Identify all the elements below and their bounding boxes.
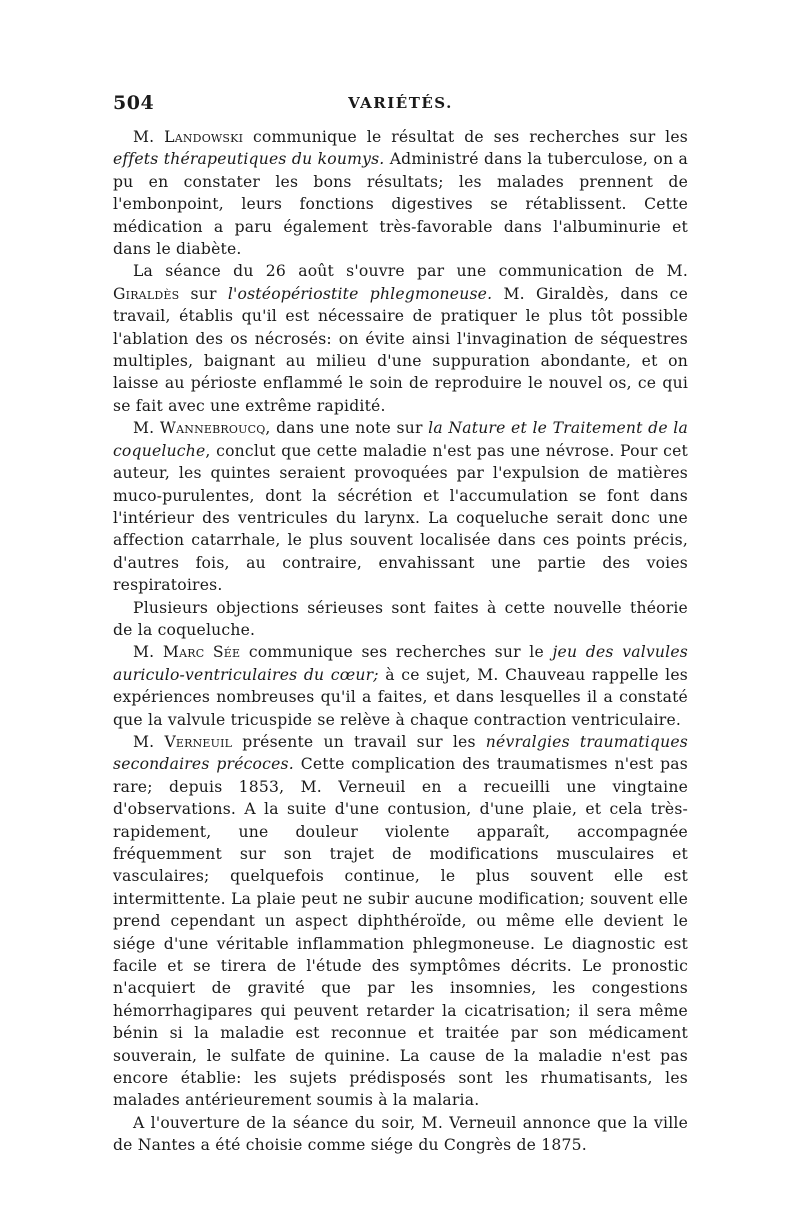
text-segment: , dans une note sur (265, 419, 429, 438)
text-segment: sur (179, 284, 228, 303)
text-segment: Plusieurs objections sérieuses sont faites à cette nouvelle théorie de la coqueluche. (113, 598, 688, 639)
work-title: névralgies traumatiques secondaires précoces. (113, 732, 688, 774)
text-segment: M. (133, 128, 165, 146)
paragraph-landowski (113, 126, 688, 260)
page-number: 504 (113, 92, 155, 114)
author-name: Giraldès (113, 284, 180, 303)
work-title: effets thérapeutiques du koumys. (113, 150, 385, 169)
text-segment: Cette complication des traumatismes n'est pas rare; depuis 1853, M. Verneuil en a recueilli une vingtaine d'observations. A la suite d'une contusion, d'une plaie, et cela très-rapidement, une douleur violente apparaît, accompagnée fréquemment sur son trajet de modifications musculaires et vasculaires; quelquefois continue, le plus souvent elle est intermittente. La plaie peut ne subir aucune modification; souvent elle prend cependant un aspect diphthéroïde, ou même elle devient le siége d'une véritable inflammation phlegmoneuse. Le diagnostic est facile et se tirera de l'étude des symptômes décrits. Le pronostic n'acquiert de gravité que par les insomnies, les congestions hémorrhagipares qui peuvent retarder la cicatrisation; il sera même bénin si la maladie est reconnue et traitée par son médicament souverain, le sulfate de quinine. La cause de la maladie n'est pas encore établie: les sujets prédisposés sont les rhumatisants, les malades antérieurement soumis à la malaria. (113, 755, 688, 1110)
text-segment: communique ses recherches sur le (240, 643, 553, 662)
author-name: Marc Sée (162, 643, 241, 662)
text-segment: M. (133, 732, 165, 751)
running-head: VARIÉTÉS. (348, 94, 453, 112)
page-header (113, 92, 688, 116)
text-segment: Administré dans la tuberculose, on a pu en constater les bons résultats; les malades prennent de l'embonpoint, leurs fonctions digestives se rétablissent. Cette médication a paru également très-favorable dans l'albuminurie et dans le diabète. (113, 150, 688, 259)
paragraph-verneuil (113, 731, 688, 1112)
work-title: l'ostéopériostite phlegmoneuse. (227, 284, 493, 303)
text-segment: M. (133, 419, 160, 438)
work-title: jeu des valvules auriculo-ventriculaires du cœur; (113, 643, 688, 684)
text-segment: M. Giraldès, dans ce travail, établis qu'il est nécessaire de pratiquer le plus tôt possible l'ablation des os nécrosés: on évite ainsi l'invagination de séquestres multiples, baignant au milieu d'une suppuration abondante, et on laisse au périoste enflammé le soin de reproduire le nouvel os, ce qui se fait avec une extrême rapidité. (113, 284, 688, 415)
text-segment: M. (133, 643, 163, 662)
text-segment: La séance du 26 août s'ouvre par une communication de M. (133, 262, 688, 281)
paragraph-congres (113, 1112, 688, 1157)
text-segment: présente un travail sur les (232, 732, 486, 751)
text-segment: communique le résultat de ses recherches sur les (243, 128, 688, 146)
author-name: Landowski (164, 128, 244, 146)
work-title: la Nature et le Traitement de la coqueluche (113, 419, 688, 460)
text-segment: à ce sujet, M. Chauveau rappelle les expériences nombreuses qu'il a faites, et dans lesquelles il a constaté que la valvule tricuspide se relève à chaque contraction ventriculaire. (113, 665, 689, 729)
paragraph-objections (113, 597, 688, 642)
text-segment: , conclut que cette maladie n'est pas une névrose. Pour cet auteur, les quintes seraient provoquées par l'expulsion de matières muco-purulentes, dont la sécrétion et l'accumulation se font dans l'intérieur des ventricules du larynx. La coqueluche serait donc une affection catarrhale, le plus souvent localisée dans ces points précis, d'autres fois, au contraire, envahissant une partie des voies respiratoires. (113, 441, 688, 595)
paragraph-wannebroucq (113, 417, 688, 596)
author-name: Verneuil (164, 732, 233, 751)
text-segment: A l'ouverture de la séance du soir, M. Verneuil annonce que la ville de Nantes a été choisie comme siége du Congrès de 1875. (113, 1113, 688, 1155)
paragraph-giraldes (113, 260, 688, 417)
author-name: Wannebroucq (159, 419, 266, 438)
paragraph-marc-see (113, 641, 688, 731)
document-page (113, 92, 688, 1157)
